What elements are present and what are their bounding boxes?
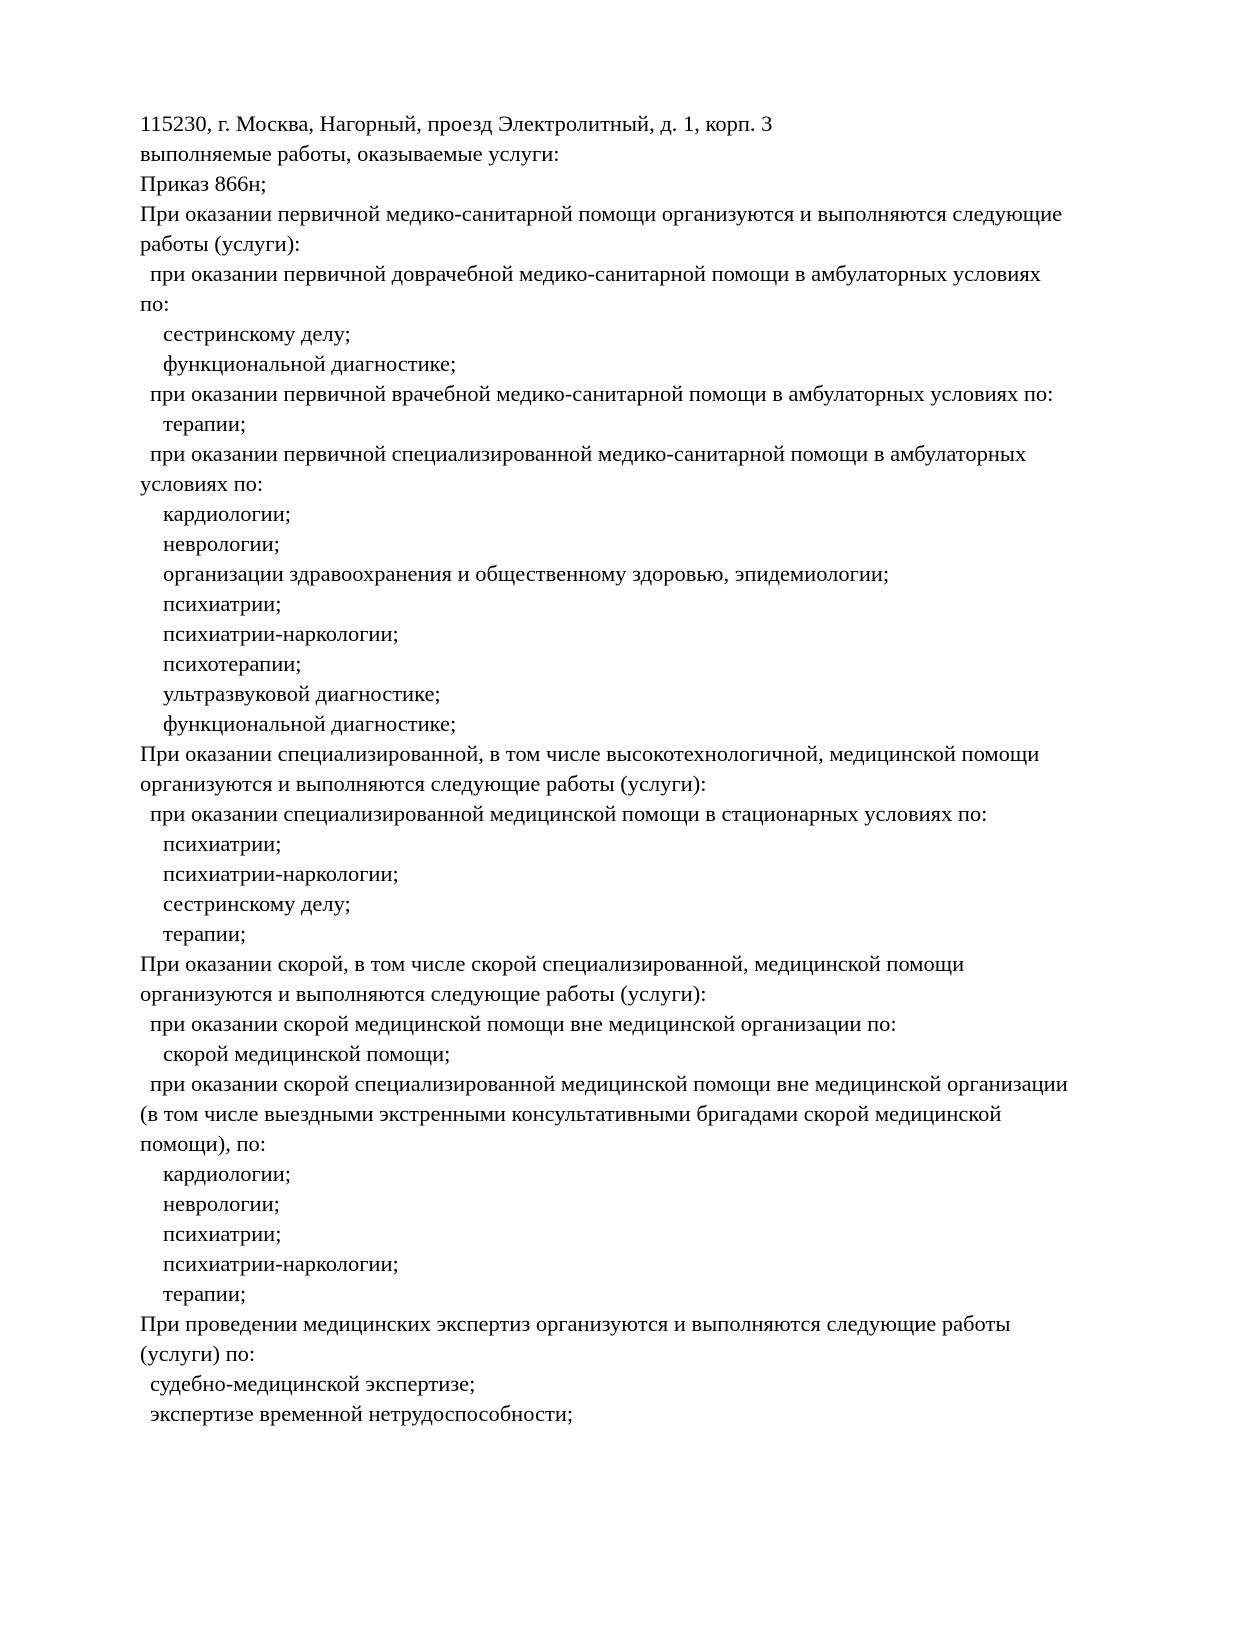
document-line: при оказании первичной специализированной медико-санитарной помощи в амбулаторных (150, 441, 1027, 466)
document-line: 115230, г. Москва, Нагорный, проезд Электролитный, д. 1, корп. 3 (140, 111, 773, 136)
document-line: по: (140, 291, 170, 316)
document-line: сестринскому делу; (163, 891, 351, 916)
document-line: функциональной диагностике; (163, 351, 457, 376)
document-line: работы (услуги): (140, 231, 301, 256)
document-line: экспертизе временной нетрудоспособности; (150, 1401, 574, 1426)
document-line: скорой медицинской помощи; (163, 1041, 451, 1066)
document-line: При проведении медицинских экспертиз организуются и выполняются следующие работы (140, 1311, 1011, 1336)
document-line: организуются и выполняются следующие работы (услуги): (140, 771, 707, 796)
document-line: терапии; (163, 411, 247, 436)
document-line: (в том числе выездными экстренными консультативными бригадами скорой медицинской (140, 1101, 1002, 1126)
document-line: кардиологии; (163, 1161, 292, 1186)
document-line: психиатрии-наркологии; (163, 861, 399, 886)
document-line: Приказ 866н; (140, 171, 267, 196)
document-line: кардиологии; (163, 501, 292, 526)
document-line: при оказании специализированной медицинской помощи в стационарных условиях по: (150, 801, 988, 826)
document-line: при оказании первичной доврачебной медико-санитарной помощи в амбулаторных условиях (150, 261, 1041, 286)
document-line: организуются и выполняются следующие работы (услуги): (140, 981, 707, 1006)
document-line: психиатрии; (163, 1221, 282, 1246)
document-line: выполняемые работы, оказываемые услуги: (140, 141, 560, 166)
document-line: психотерапии; (163, 651, 302, 676)
document-body (140, 109, 1150, 1429)
document-line: ультразвуковой диагностике; (163, 681, 441, 706)
document-line: терапии; (163, 1281, 247, 1306)
document-line: при оказании скорой медицинской помощи вне медицинской организации по: (150, 1011, 897, 1036)
document-line: судебно-медицинской экспертизе; (150, 1371, 476, 1396)
document-line: неврологии; (163, 1191, 280, 1216)
document-line: психиатрии; (163, 831, 282, 856)
document-line: При оказании скорой, в том числе скорой специализированной, медицинской помощи (140, 951, 965, 976)
document-line: сестринскому делу; (163, 321, 351, 346)
document-line: При оказании специализированной, в том числе высокотехнологичной, медицинской помощи (140, 741, 1040, 766)
document-line: (услуги) по: (140, 1341, 256, 1366)
document-line: при оказании скорой специализированной медицинской помощи вне медицинской организации (150, 1071, 1068, 1096)
document-line: психиатрии-наркологии; (163, 621, 399, 646)
document-line: психиатрии; (163, 591, 282, 616)
document-line: При оказании первичной медико-санитарной помощи организуются и выполняются следующие (140, 201, 1063, 226)
document-line: условиях по: (140, 471, 264, 496)
document-line: неврологии; (163, 531, 280, 556)
document-line: психиатрии-наркологии; (163, 1251, 399, 1276)
document-line: терапии; (163, 921, 247, 946)
document-line: организации здравоохранения и общественному здоровью, эпидемиологии; (163, 561, 890, 586)
document-line: при оказании первичной врачебной медико-санитарной помощи в амбулаторных условиях по: (150, 381, 1054, 406)
document-line: функциональной диагностике; (163, 711, 457, 736)
document-line: помощи), по: (140, 1131, 267, 1156)
